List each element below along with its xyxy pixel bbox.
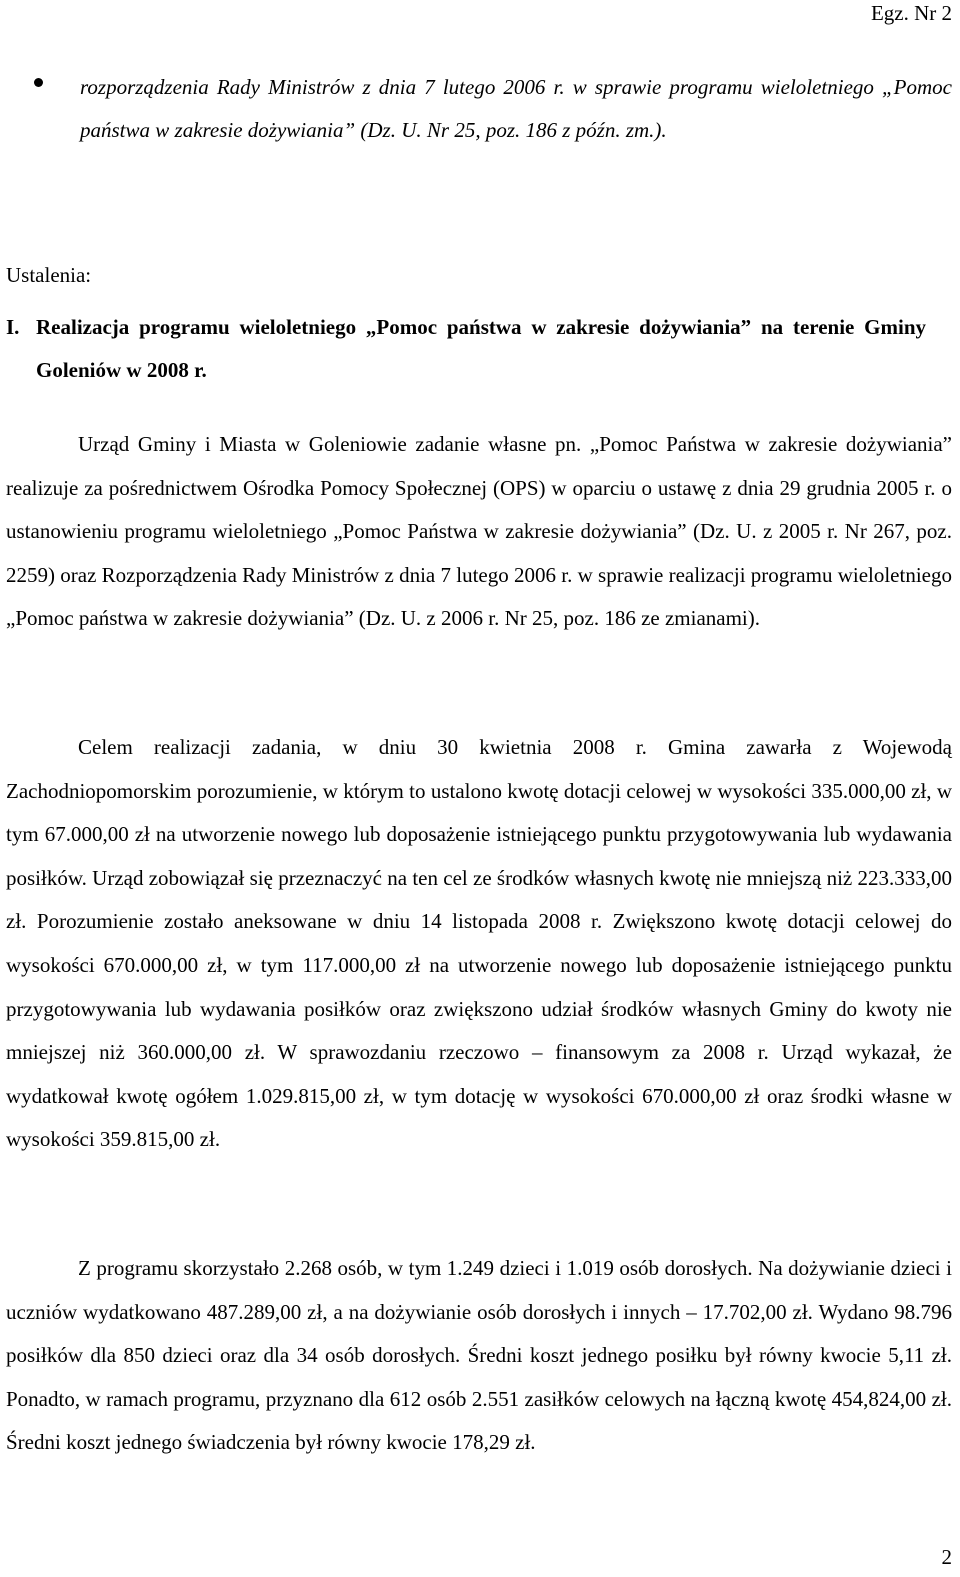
- findings-heading: Ustalenia:: [6, 263, 92, 287]
- legal-basis-text: rozporządzenia Rady Ministrów z dnia 7 lutego 2006 r. w sprawie programu wieloletniego „Pomoc państwa w zakresie dożywiania” (Dz. U. Nr 25, poz. 186 z późn. zm.).: [80, 75, 952, 142]
- bullet-icon: [34, 78, 43, 87]
- paragraph-funding: Celem realizacji zadania, w dniu 30 kwietnia 2008 r. Gmina zawarła z Wojewodą Zachodniopomorskim porozumienie, w którym to ustalono kwotę dotacji celowej w wysokości 335.000,00 zł, w tym 67.000,00 zł na utworzenie nowego lub doposażenie istniejącego punktu przygotowywania lub wydawania posiłków. Urząd zobowiązał się przeznaczyć na ten cel ze środków własnych kwotę nie mniejszą niż 223.333,00 zł. Porozumienie zostało aneksowane w dniu 14 listopada 2008 r. Zwiększono kwotę dotacji celowej do wysokości 670.000,00 zł, w tym 117.000,00 zł na utworzenie nowego lub doposażenie istniejącego punktu przygotowywania lub wydawania posiłków oraz zwiększono udział środków własnych Gminy do kwoty nie mniejszej niż 360.000,00 zł. W sprawozdaniu rzeczowo – finansowym za 2008 r. Urząd wykazał, że wydatkował kwotę ogółem 1.029.815,00 zł, w tym dotację w wysokości 670.000,00 zł oraz środki własne w wysokości 359.815,00 zł.: [6, 735, 952, 1152]
- paragraph-beneficiaries: Z programu skorzystało 2.268 osób, w tym 1.249 dzieci i 1.019 osób dorosłych. Na dożywianie dzieci i uczniów wydatkowano 487.289,00 zł, a na dożywianie osób dorosłych i innych – 17.702,00 zł. Wydano 98.796 posiłków dla 850 dzieci oraz dla 34 osób dorosłych. Średni koszt jednego posiłku był równy kwocie 5,11 zł. Ponadto, w ramach programu, przyznano dla 612 osób 2.551 zasiłków celowych na łączną kwotę 454,824,00 zł. Średni koszt jednego świadczenia był równy kwocie 178,29 zł.: [6, 1256, 952, 1455]
- copy-number: Egz. Nr 2: [870, 1, 952, 25]
- section-number: I.: [6, 315, 20, 339]
- paragraph-legal-context: Urząd Gminy i Miasta w Goleniowie zadanie własne pn. „Pomoc Państwa w zakresie dożywiania” realizuje za pośrednictwem Ośrodka Pomocy Społecznej (OPS) w oparciu o ustawę z dnia 29 grudnia 2005 r. o ustanowieniu programu wieloletniego „Pomoc Państwa w zakresie dożywiania” (Dz. U. z 2005 r. Nr 267, poz. 2259) oraz Rozporządzenia Rady Ministrów z dnia 7 lutego 2006 r. w sprawie realizacji programu wieloletniego „Pomoc państwa w zakresie dożywiania” (Dz. U. z 2006 r. Nr 25, poz. 186 ze zmianami).: [6, 432, 952, 631]
- page-number: 2: [941, 1545, 952, 1569]
- section-title-text: Realizacja programu wieloletniego „Pomoc państwa w zakresie dożywiania” na terenie Gminy Goleniów w 2008 r.: [36, 315, 926, 382]
